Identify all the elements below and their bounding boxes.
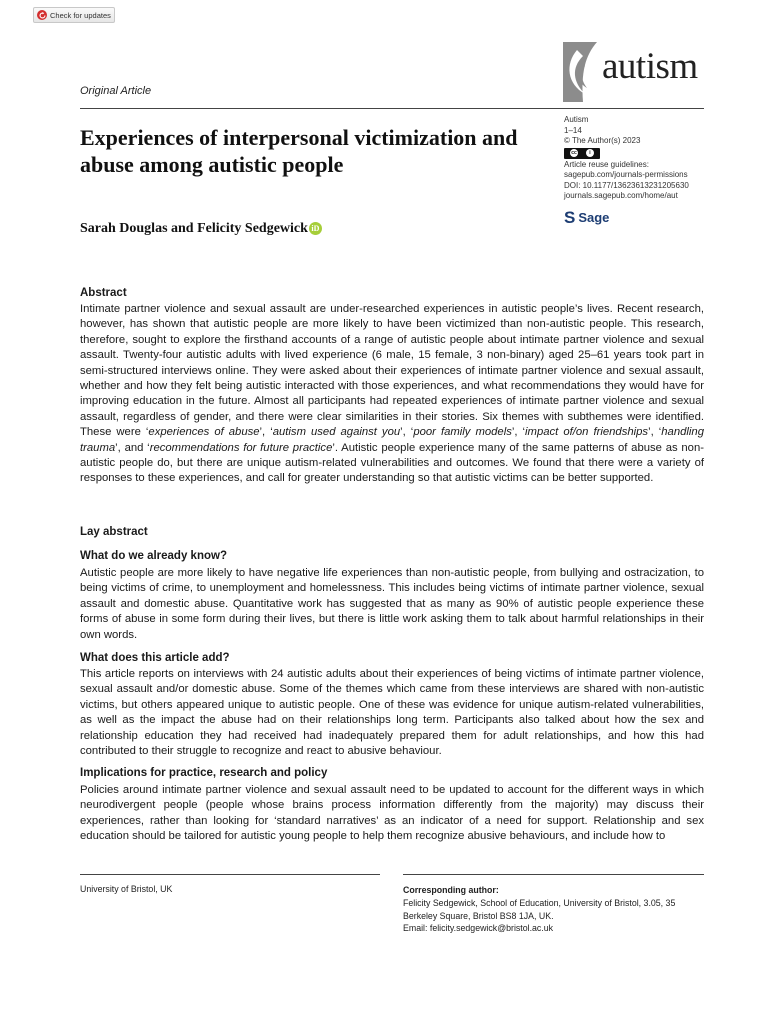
header-rule	[80, 108, 704, 109]
theme-6: recommendations for future practice	[149, 441, 333, 454]
publisher-logo	[564, 209, 609, 226]
doi-link[interactable]: DOI: 10.1177/13623613231205630	[564, 180, 689, 190]
journal-logo-text: autism	[602, 46, 698, 87]
corresponding-email[interactable]: Email: felicity.sedgewick@bristol.ac.uk	[403, 923, 554, 934]
theme-1: experiences of abuse	[148, 426, 260, 439]
corresponding-address-line: Berkeley Square, Bristol BS8 1JA, UK.	[403, 910, 554, 921]
footer-rule-left	[80, 874, 380, 875]
lay-abstract-heading: Lay abstract	[80, 526, 148, 538]
section-heading: Implications for practice, research and policy	[80, 767, 328, 779]
theme-3: poor family models	[413, 426, 512, 439]
section-text: This article reports on interviews with 24 autistic adults about their experiences of being victims of intimate partner violence, sexual assault and/or domestic abuse. Some of the themes which came from these interviews are shared with non-autistic victims, but others appeared unique to autistic people. One of these was evidence for unique autism-related vulnerabilities, as well as the impact the abuse had on their relationships long term. Participants also talked about how the sex and relationship education they had received had inadequately prepared them for adult relationships, and how this had contributed to their struggle to recognize and react to abusive behaviour.	[80, 668, 704, 758]
abstract-text-after: . Autistic people experience many of the same patterns of abuse as non-autistic people do, but there are unique autism-related vulnerabilities and outcomes. We found that there were a variety of responses to these experiences, and call for greater understanding so that autistic victims can be better supported.	[80, 441, 704, 485]
copyright: © The Author(s) 2023	[564, 136, 641, 145]
article-metadata	[564, 115, 714, 202]
article-type: Original Article	[80, 85, 152, 97]
check-for-updates-button[interactable]	[33, 7, 115, 23]
authors-text: Sarah Douglas and Felicity Sedgewick	[80, 221, 308, 236]
article-title: Experiences of interpersonal victimization and abuse among autistic people	[80, 125, 518, 177]
footer-rule-right	[403, 874, 704, 875]
corresponding-author	[403, 884, 704, 935]
author-affiliation: University of Bristol, UK	[80, 884, 173, 894]
theme-2: autism used against you	[272, 426, 401, 439]
creative-commons-icon: cc i	[564, 148, 600, 159]
section-heading: What does this article add?	[80, 652, 230, 664]
section-text: Autistic people are more likely to have negative life experiences than non-autistic people, from bullying and ostracization, to being victims of crime, to unemployment and homelessness. This includes being victims of intimate partner violence, sexual assault and domestic abuse. Quantitative work has suggested that as many as 90% of autistic people experience these forms of abuse in some form during their lives, but there is little work asking them to talk about harmful relationships in their own words.	[80, 567, 704, 641]
reuse-label: Article reuse guidelines:	[564, 159, 649, 169]
theme-4: impact of/on friendships	[525, 426, 649, 439]
page-range: 1–14	[564, 125, 582, 135]
reuse-link[interactable]: sagepub.com/journals-permissions	[564, 170, 688, 179]
author-list	[80, 221, 322, 237]
abstract-text-before: Intimate partner violence and sexual assault are under-researched experiences in autistic people’s lives. Recent research, however, has shown that autistic people are more likely to have been victimized than non-autistic people. This research, therefore, sought to explore the firsthand accounts of a range of autistic people about intimate partner violence and sexual assault. Twenty-four autistic adults with lived experience (6 male, 15 female, 3 non-binary) aged 25–61 years took part in semi-structured interviews online. They were asked about their experiences of intimate partner violence and sexual assault, whether and how they felt being autistic interacted with those experiences, and what recommendations they would have for improving education in the future. Almost all participants had repeated experiences of intimate partner violence and sexual assault, regardless of gender, and there were clear similarities in their stories. Six themes with subthemes were identified. These were	[80, 303, 704, 439]
corresponding-author-label: Corresponding author:	[403, 885, 499, 895]
publisher-name: Sage	[578, 210, 610, 225]
section-text: Policies around intimate partner violence and sexual assault need to be updated to account for the different ways in which neurodivergent people (people whose brains process information differently from the majority) may discuss their experiences, rather than looking for ‘standard narratives’ as an indicator of a need for support. Relationship and sex education should be tailored for autistic young people to help them recognize abusive behaviours, and include how to	[80, 784, 704, 843]
abstract-body: Intimate partner violence and sexual assault are under-researched experiences in autistic people’s lives. Recent research, however, has shown that autistic people are more likely to have been victimized than non-autistic people. This research, therefore, sought to explore the firsthand accounts of a range of autistic people about intimate partner violence and sexual assault. Twenty-four autistic adults with lived experience (6 male, 15 female, 3 non-binary) aged 25–61 years took part in semi-structured interviews online. They were asked about their experiences of intimate partner violence and sexual assault, whether and how they felt being autistic interacted with those experiences, and what recommendations they would have for improving education in the future. Almost all participants had repeated experiences of intimate partner violence and sexual assault, regardless of gender, and there were clear similarities in their stories. Six themes with subthemes were identified. These were ‘experiences of abuse’, ‘autism used against you’, ‘poor family models’, ‘impact of/on friendships’, ‘handling trauma’, and ‘recommendations for future practice’. Autistic people experience many of the same patterns of abuse as non-autistic people do, but there are unique autism-related vulnerabilities and outcomes. We found that there were a variety of responses to these experiences, and call for greater understanding so that autistic victims can be better supported.	[80, 303, 704, 485]
refresh-icon	[37, 10, 47, 20]
theme-5: handling trauma	[80, 426, 704, 454]
abstract-heading: Abstract	[80, 287, 127, 299]
journal-home-link[interactable]: journals.sagepub.com/home/aut	[564, 191, 678, 200]
orcid-icon[interactable]: iD	[309, 222, 322, 235]
section-heading: What do we already know?	[80, 550, 227, 562]
journal-name: Autism	[564, 115, 589, 124]
corresponding-address-line: Felicity Sedgewick, School of Education, University of Bristol, 3.05, 35	[403, 897, 676, 908]
check-for-updates-label: Check for updates	[50, 10, 111, 20]
sage-logo-icon: S	[564, 208, 576, 227]
